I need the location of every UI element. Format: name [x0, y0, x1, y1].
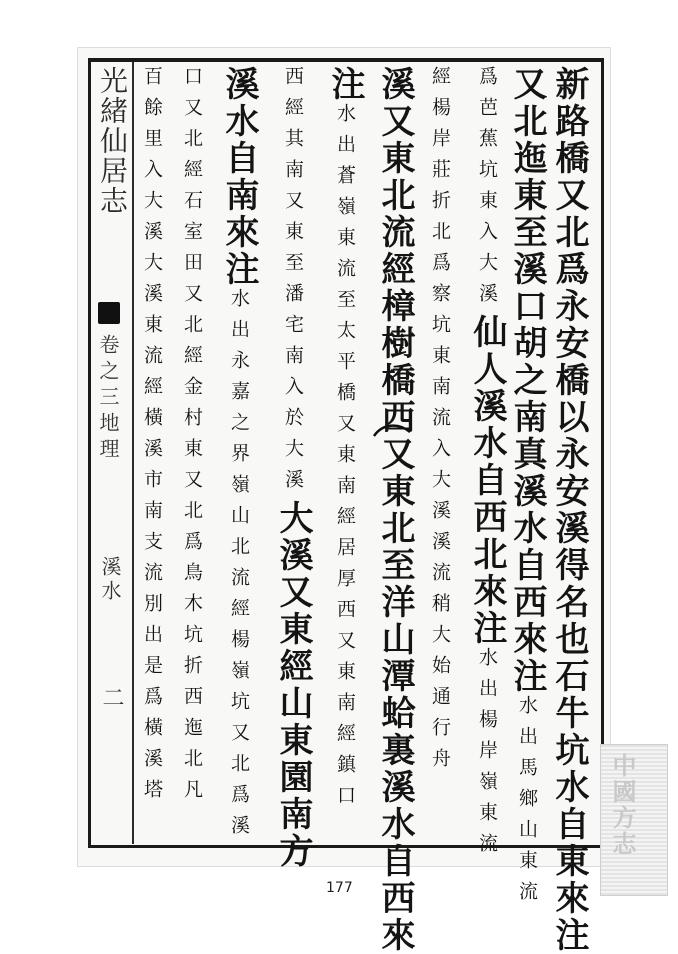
- annotation-text: 西經其南又東至潘宅南入於大溪: [282, 66, 304, 500]
- section-label: 溪水: [98, 556, 122, 604]
- seal-text: 中國方志: [608, 753, 637, 857]
- text-column-4: 經楊岸莊折北爲察坑東南流入大溪溪流稍大始通行舟: [429, 66, 451, 779]
- text-column-1: 新路橋又北爲永安橋以永安溪得名也石牛坑水自東來注: [549, 66, 589, 954]
- handwritten-mark-icon: [372, 418, 412, 448]
- gutter-rule: [132, 62, 134, 844]
- page-gutter: [92, 66, 129, 842]
- annotation-text: 水出馬鄉山東流: [516, 695, 538, 912]
- fold-mark-icon: [98, 302, 120, 324]
- text-column-2: [507, 66, 547, 912]
- main-text: 注: [325, 66, 365, 103]
- text-column-10: 百餘里入大溪大溪東流經橫溪市南支流別出是爲橫溪塔: [141, 66, 163, 810]
- text-column-3: [467, 66, 507, 864]
- text-column-6: [325, 66, 365, 816]
- book-title: 光緒仙居志: [96, 66, 129, 216]
- text-column-7: [273, 66, 313, 870]
- main-text: 又北迤東至溪口胡之南真溪水自西來注: [507, 66, 547, 695]
- volume-label: 卷之三地理: [96, 334, 120, 464]
- annotation-text: 爲芭蕉坑東入大溪: [476, 66, 498, 314]
- annotation-text: 水出永嘉之界嶺山北流經楊嶺坑又北爲溪: [228, 288, 250, 846]
- annotation-text: 水出楊岸嶺東流: [476, 647, 498, 864]
- text-column-5: 溪又東北流經樟樹橋西又東北至洋山潭蛤裏溪水自西來: [375, 66, 415, 954]
- page-number: 177: [326, 880, 353, 896]
- main-text: 大溪又東經山東園南方: [273, 500, 313, 870]
- text-column-8: [219, 66, 259, 846]
- main-text: 仙人溪水自西北來注: [467, 314, 507, 647]
- main-text: 溪水自南來注: [219, 66, 259, 288]
- annotation-text: 水出蒼嶺東流至太平橋又東南經居厚西又東南經鎮口: [334, 103, 356, 816]
- leaf-number: 二: [99, 686, 124, 708]
- text-column-9: 口又北經石室田又北經金村東又北爲鳥木坑折西迤北凡: [181, 66, 203, 810]
- library-seal: [600, 744, 668, 896]
